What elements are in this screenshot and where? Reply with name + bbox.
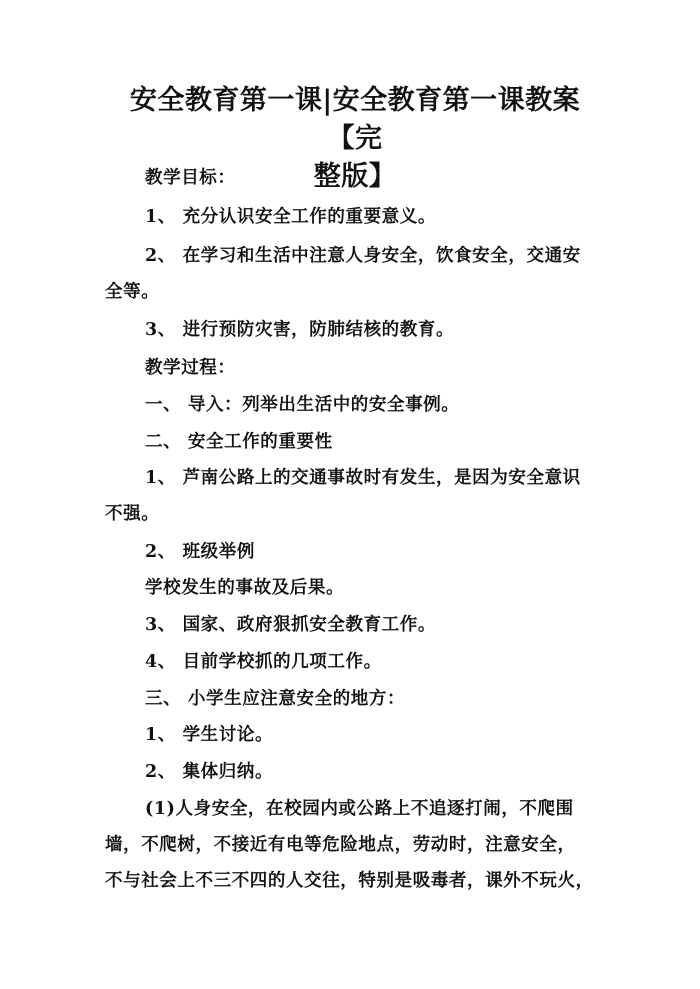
paragraph-line: 1、 芦南公路上的交通事故时有发生，是因为安全意识 [145,468,581,488]
paragraph-line: 三、 小学生应注意安全的地方： [145,689,406,709]
section-heading-objectives: 教学目标： [145,168,236,188]
paragraph-line: 2、 班级举例 [145,542,255,562]
paragraph-line: (1)人身安全，在校园内或公路上不追逐打闹，不爬围 [145,799,574,819]
paragraph-line: 不强。 [105,504,160,524]
paragraph-line: 一、 导入：列举出生活中的安全事例。 [145,395,460,415]
section-heading-process: 教学过程： [145,358,236,378]
paragraph-line: 3、 进行预防灾害，防肺结核的教育。 [145,320,455,340]
paragraph-line: 2、 在学习和生活中注意人身安全，饮食安全，交通安 [145,246,581,266]
title-line-1: 安全教育第一课|安全教育第一课教案【完 [129,85,581,154]
paragraph-line: 2、 集体归纳。 [145,762,274,782]
paragraph-line: 全等。 [105,282,160,302]
paragraph-line: 墙，不爬树，不接近有电等危险地点，劳动时，注意安全， [105,835,576,855]
title-line-2: 整版】 [313,161,397,192]
paragraph-line: 4、 目前学校抓的几项工作。 [145,652,382,672]
paragraph-line: 1、 充分认识安全工作的重要意义。 [145,207,436,227]
paragraph-line: 二、 安全工作的重要性 [145,432,333,452]
paragraph-line: 不与社会上不三不四的人交往，特别是吸毒者，课外不玩火， [105,871,594,891]
paragraph-line: 学校发生的事故及后果。 [145,578,345,598]
paragraph-line: 3、 国家、政府狠抓安全教育工作。 [145,615,436,635]
paragraph-line: 1、 学生讨论。 [145,725,274,745]
